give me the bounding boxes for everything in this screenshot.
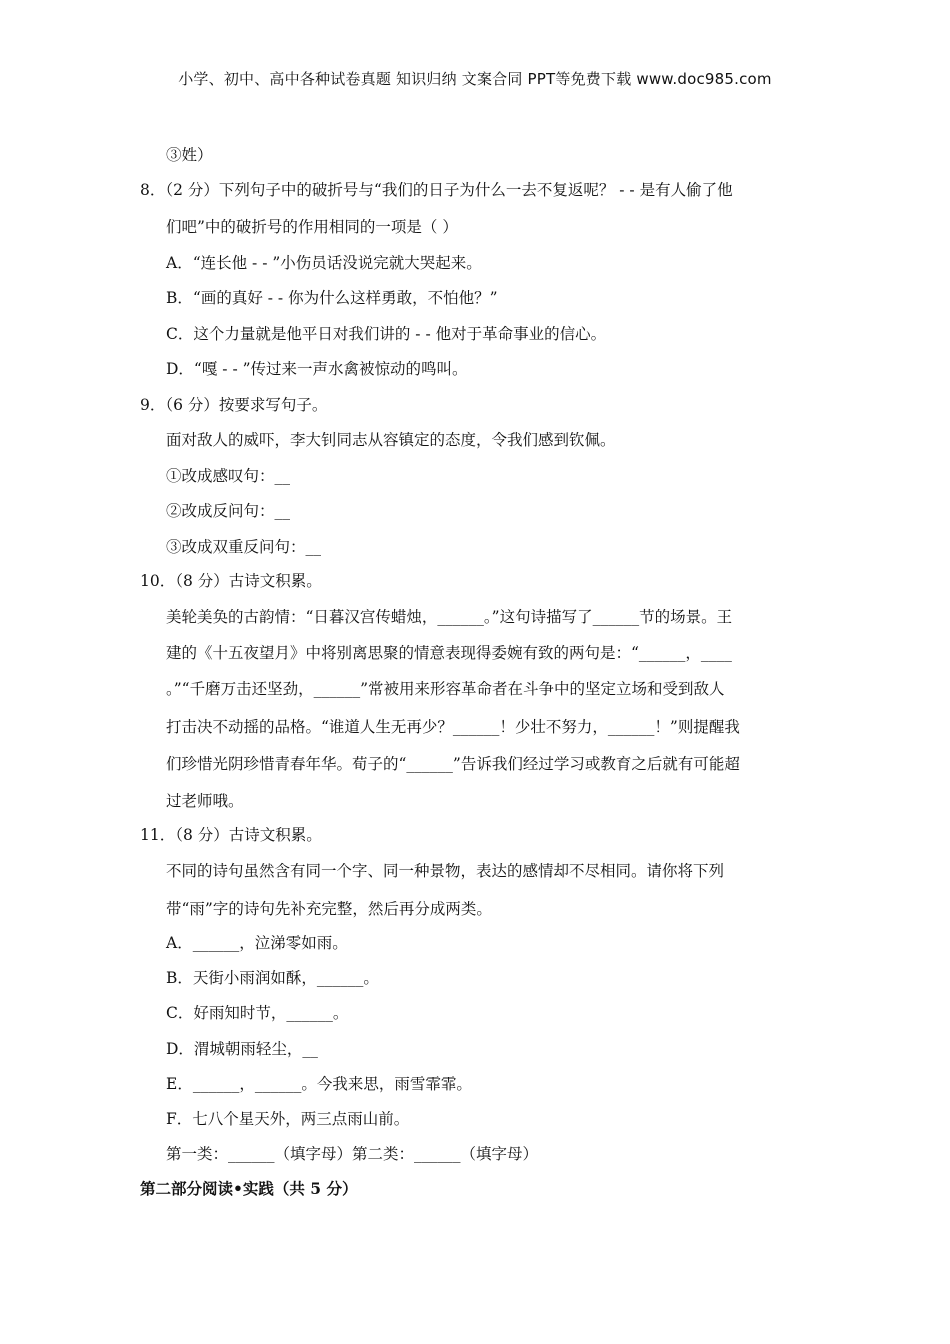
question-11-option-b: B．天街小雨润如酥，______。 xyxy=(166,969,379,987)
question-11-classification: 第一类：______（填字母）第二类：______（填字母） xyxy=(166,1145,539,1163)
section-title: 第二部分阅读•实践（共 5 分） xyxy=(140,1179,358,1198)
question-10-text-5: 们珍惜光阴珍惜青春年华。荀子的“______”告诉我们经过学习或教育之后就有可能超 xyxy=(166,755,740,773)
question-11-stem: 11．（8 分）古诗文积累。 xyxy=(140,826,322,844)
question-11-option-e: E．______，______。今我来思，雨雪霏霏。 xyxy=(166,1075,472,1093)
question-10-text-4: 打击决不动摇的品格。“谁道人生无再少？______！少壮不努力，______！”则提醒我 xyxy=(166,718,740,736)
question-8-option-a: A．“连长他 - - ”小伤员话没说完就大哭起来。 xyxy=(166,254,482,272)
question-8-option-b: B．“画的真好 - - 你为什么这样勇敢，不怕他？” xyxy=(166,289,498,307)
question-8-stem: 8．（2 分）下列句子中的破折号与“我们的日子为什么一去不复返呢？ - - 是有人偷了他 xyxy=(140,181,733,199)
question-11-option-a: A．______，泣涕零如雨。 xyxy=(166,934,348,952)
question-8-stem-cont: 们吧”中的破折号的作用相同的一项是（ ） xyxy=(166,218,458,236)
question-11-text-2: 带“雨”字的诗句先补充完整，然后再分成两类。 xyxy=(166,900,492,918)
question-10-text-3: 。”“千磨万击还坚劲，______”常被用来形容革命者在斗争中的坚定立场和受到敌人 xyxy=(166,680,725,698)
question-10-text-2: 建的《十五夜望月》中将别离思聚的情意表现得委婉有致的两句是：“______，____ xyxy=(166,644,732,662)
question-11-text-1: 不同的诗句虽然含有同一个字、同一种景物，表达的感情却不尽相同。请你将下列 xyxy=(166,862,725,880)
question-10-stem: 10．（8 分）古诗文积累。 xyxy=(140,572,322,590)
question-8-option-d: D．“嘎 - - ”传过来一声水禽被惊动的鸣叫。 xyxy=(166,360,468,378)
question-10-text-6: 过老师哦。 xyxy=(166,792,244,810)
question-11-option-d: D．渭城朝雨轻尘，__ xyxy=(166,1040,318,1058)
question-10-text-1: 美轮美奂的古韵情：“日暮汉宫传蜡烛，______。”这句诗描写了______节的场景。王 xyxy=(166,608,733,626)
question-9-item-1: ①改成感叹句：__ xyxy=(166,467,291,485)
question-8-option-c: C．这个力量就是他平日对我们讲的 - - 他对于革命事业的信心。 xyxy=(166,325,607,343)
question-11-option-f: F．七八个星天外，两三点雨山前。 xyxy=(166,1110,410,1128)
question-9-stem: 9．（6 分）按要求写句子。 xyxy=(140,396,328,414)
option-line: ③姓） xyxy=(166,146,213,164)
question-9-item-3: ③改成双重反问句：__ xyxy=(166,538,322,556)
question-9-sentence: 面对敌人的威吓，李大钊同志从容镇定的态度，令我们感到钦佩。 xyxy=(166,431,616,449)
question-11-option-c: C．好雨知时节，______。 xyxy=(166,1004,349,1022)
question-9-item-2: ②改成反问句：__ xyxy=(166,502,291,520)
page-header: 小学、初中、高中各种试卷真题 知识归纳 文案合同 PPT等免费下载 www.doc985.com xyxy=(178,70,772,88)
